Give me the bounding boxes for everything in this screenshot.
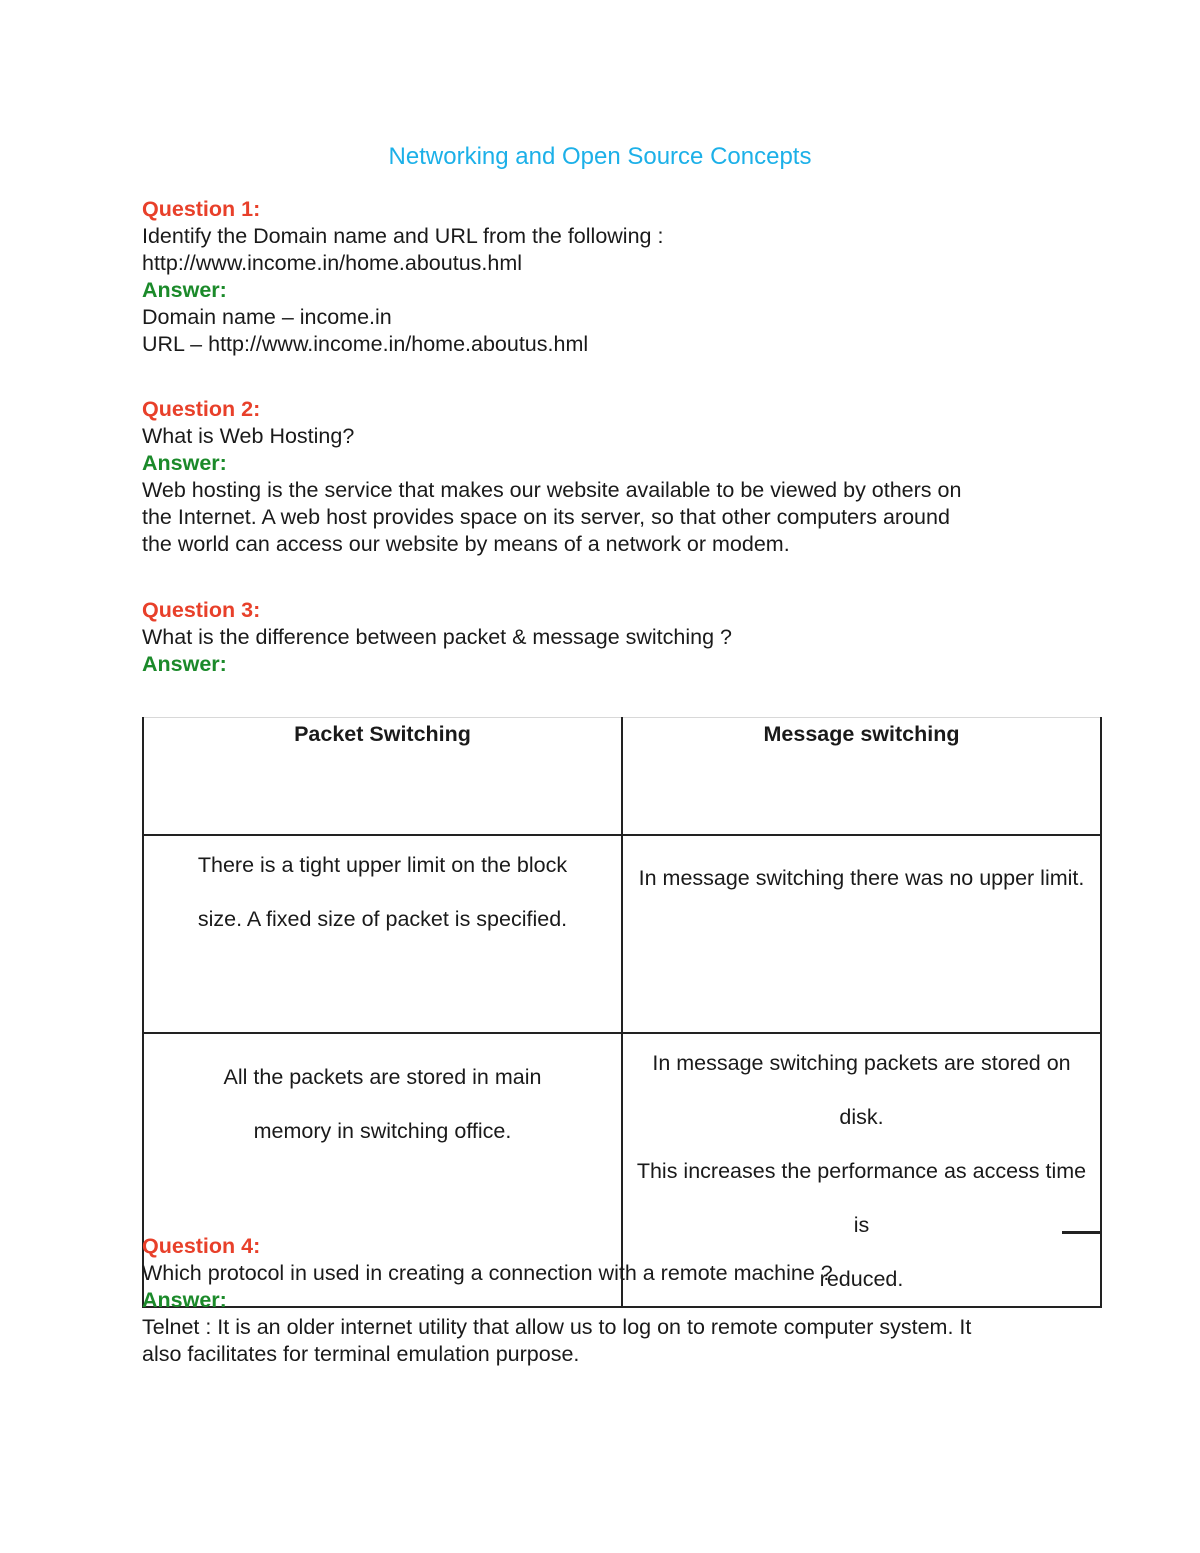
table-cell-message [622, 835, 1101, 1033]
answer-text: Telnet : It is an older internet utility that allow us to log on to remote computer system. It [142, 1315, 972, 1339]
document-title: Networking and Open Source Concepts [388, 143, 812, 170]
answer-text: also facilitates for terminal emulation purpose. [142, 1342, 580, 1366]
answer-text: the world can access our website by means of a network or modem. [142, 532, 790, 556]
table-header-packet: Packet Switching [143, 718, 622, 836]
table-header-message: Message switching [622, 718, 1101, 836]
question-label: Question 2: [142, 397, 261, 421]
answer-label: Answer: [142, 278, 227, 302]
question-label: Question 3: [142, 598, 261, 622]
table-row [143, 835, 1101, 1033]
question-label: Question 1: [142, 197, 261, 221]
question-block-4 [142, 1233, 1062, 1368]
answer-text: Web hosting is the service that makes our website available to be viewed by others on [142, 478, 962, 502]
answer-label: Answer: [142, 1288, 227, 1312]
cell-line: This increases the performance as access time is [636, 1159, 1087, 1237]
answer-text: URL – http://www.income.in/home.aboutus.hml [142, 332, 589, 356]
question-block-3 [142, 597, 1062, 678]
cell-line: In message switching there was no upper limit. [638, 866, 1085, 890]
question-text: What is Web Hosting? [142, 424, 355, 448]
question-block-2 [142, 396, 1062, 558]
cell-line: All the packets are stored in main [223, 1065, 542, 1089]
answer-label: Answer: [142, 652, 227, 676]
answer-text: Domain name – income.in [142, 305, 392, 329]
answer-text: the Internet. A web host provides space on its server, so that other computers around [142, 505, 950, 529]
comparison-table [142, 717, 1102, 1308]
cell-line: In message switching packets are stored on disk. [652, 1051, 1071, 1129]
question-label: Question 4: [142, 1234, 261, 1258]
question-text: Identify the Domain name and URL from the following : [142, 224, 664, 248]
cell-line: There is a tight upper limit on the block [197, 853, 568, 877]
question-text: What is the difference between packet & message switching ? [142, 625, 732, 649]
question-block-1 [142, 196, 1062, 358]
question-text: http://www.income.in/home.aboutus.hml [142, 251, 523, 275]
cell-line: memory in switching office. [253, 1119, 512, 1143]
question-text: Which protocol in used in creating a connection with a remote machine ? [142, 1261, 833, 1285]
cell-line: size. A fixed size of packet is specified. [197, 907, 568, 931]
table-border-mark [1062, 1231, 1102, 1234]
cell-line: reduced. [819, 1267, 904, 1291]
table-header-row [143, 718, 1101, 836]
answer-label: Answer: [142, 451, 227, 475]
table-cell-packet [143, 835, 622, 1033]
